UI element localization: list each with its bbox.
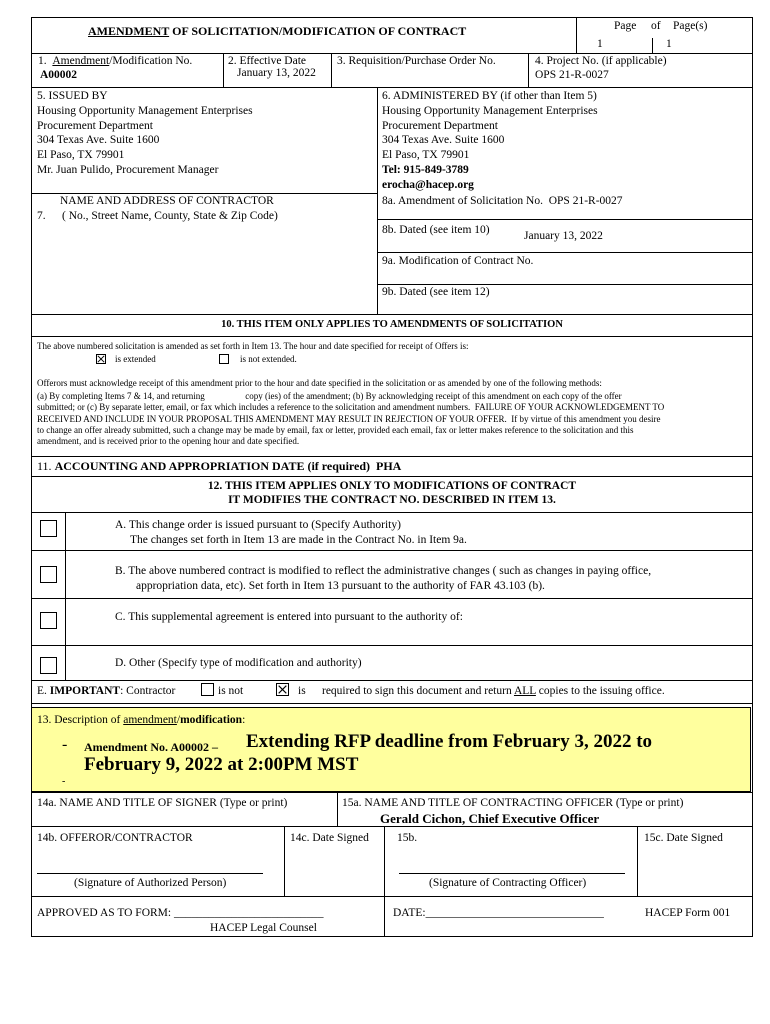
officer-name-label: 15a. NAME AND TITLE OF CONTRACTING OFFICER (Type or print) — [342, 797, 684, 809]
item12-heading-1: 12. THIS ITEM APPLIES ONLY TO MODIFICATIONS OF CONTRACT — [207, 480, 577, 492]
item13-dash: - — [62, 736, 68, 753]
officer-signature-line[interactable] — [399, 873, 625, 874]
authorized-signature-line[interactable] — [37, 873, 263, 874]
f15b-label: 15b. — [397, 832, 418, 844]
item11-accounting: 11. ACCOUNTING AND APPROPRIATION DATE (if required) PHA — [37, 459, 402, 473]
item10-intro: The above numbered solicitation is amended as set forth in Item 13. The hour and date specified for receipt of Offers is: — [37, 341, 469, 351]
administered-by-line: 304 Texas Ave. Suite 1600 — [382, 134, 505, 147]
page-label: Page — [614, 20, 637, 32]
issued-by-line: 304 Texas Ave. Suite 1600 — [37, 134, 160, 147]
requisition-label: 3. Requisition/Purchase Order No. — [337, 55, 496, 67]
dated-9b-label: 9b. Dated (see item 12) — [382, 286, 490, 298]
issued-by-line: Procurement Department — [37, 119, 153, 132]
administered-by-line: 6. ADMINISTERED BY (if other than Item 5) — [382, 90, 597, 102]
issued-by-line: Mr. Juan Pulido, Procurement Manager — [37, 163, 219, 176]
not-extended-checkbox[interactable] — [219, 354, 229, 364]
of-label: of — [651, 20, 661, 32]
legal-counsel-caption: HACEP Legal Counsel — [210, 922, 317, 934]
form-title: AMENDMENT OF SOLICITATION/MODIFICATION OF CONTRACT — [88, 24, 467, 38]
extended-checkbox[interactable] — [96, 354, 106, 364]
option-a-checkbox[interactable] — [40, 520, 57, 537]
item13-dash-2: - — [62, 776, 66, 787]
item10-heading: 10. THIS ITEM ONLY APPLIES TO AMENDMENTS OF SOLICITATION — [221, 319, 563, 330]
administered-by-line: El Paso, TX 79901 — [382, 149, 470, 162]
issued-by-line: El Paso, TX 79901 — [37, 149, 125, 162]
item13-label: 13. Description of amendment/modification: — [37, 714, 246, 726]
dated-8b-label: 8b. Dated (see item 10) — [382, 224, 490, 236]
date-field: DATE:_______________________________ — [393, 907, 604, 919]
option-d-text: D. Other (Specify type of modification and authority) — [115, 657, 362, 669]
issued-by-line: 5. ISSUED BY — [37, 90, 108, 102]
option-b-line1: B. The above numbered contract is modified to reflect the administrative changes ( such as changes in paying office, — [115, 565, 652, 577]
administered-by-email: erocha@hacep.org — [382, 178, 474, 191]
effective-date-value: January 13, 2022 — [237, 67, 316, 79]
date-signed-15c-label: 15c. Date Signed — [644, 832, 723, 844]
extended-label: is extended — [115, 354, 156, 364]
page-count: 1 — [666, 38, 672, 50]
option-d-checkbox[interactable] — [40, 657, 57, 674]
contractor-title: NAME AND ADDRESS OF CONTRACTOR — [60, 195, 274, 207]
item10-para-line: submitted; or (c) By separate letter, email, or fax which includes a reference to the solicitation and amendment numbers. FAILURE OF YOUR ACKNOWLEDGEMENT TO — [37, 402, 665, 413]
administered-by-line: Procurement Department — [382, 119, 498, 132]
signature-authorized-caption: (Signature of Authorized Person) — [74, 877, 227, 889]
item13-description-line1: Extending RFP deadline from February 3, 2022 to — [246, 731, 653, 752]
item12-heading-2: IT MODIFIES THE CONTRACT NO. DESCRIBED IN ITEM 13. — [228, 494, 556, 506]
is-not-checkbox[interactable] — [201, 683, 214, 696]
option-b-checkbox[interactable] — [40, 566, 57, 583]
date-signed-14c-label: 14c. Date Signed — [290, 832, 369, 844]
administered-by-tel: Tel: 915-849-3789 — [382, 163, 469, 176]
option-b-line2: appropriation data, etc). Set forth in Item 13 pursuant to the authority of FAR 43.103 (b). — [136, 580, 545, 592]
is-checkbox[interactable] — [276, 683, 289, 696]
solicitation-amendment-label: 8a. Amendment of Solicitation No. OPS 21-R-0027 — [382, 195, 623, 207]
amendment-no-label: 1. Amendment/Modification No. — [38, 55, 193, 67]
ack-line: Offerors must acknowledge receipt of this amendment prior to the hour and date specified in the solicitation or as amended by one of the following methods: — [37, 378, 602, 388]
is-label: is — [298, 685, 306, 697]
issued-by-block — [37, 90, 253, 178]
signature-officer-caption: (Signature of Contracting Officer) — [429, 877, 587, 889]
project-no-label: 4. Project No. (if applicable) — [535, 55, 667, 67]
item13-description-line2: February 9, 2022 at 2:00PM MST — [84, 754, 359, 775]
contractor-num: 7. — [37, 210, 46, 222]
option-c-text: C. This supplemental agreement is entered into pursuant to the authority of: — [115, 611, 463, 623]
amendment-no-value: A00002 — [40, 69, 78, 81]
form-number: HACEP Form 001 — [645, 907, 731, 919]
signer-name-label: 14a. NAME AND TITLE OF SIGNER (Type or print) — [37, 797, 288, 809]
not-extended-label: is not extended. — [240, 354, 297, 364]
item10-para-line: (a) By completing Items 7 & 14, and returning copy (ies) of the amendment; (b) By acknowledging receipt of this amendment on each copy of the offer — [37, 391, 622, 401]
page-number: 1 — [597, 38, 603, 50]
approved-as-to-form: APPROVED AS TO FORM: __________________________ — [37, 907, 324, 919]
option-a-line2: The changes set forth in Item 13 are made in the Contract No. in Item 9a. — [130, 534, 467, 546]
dated-8b-value: January 13, 2022 — [524, 230, 603, 242]
offeror-label: 14b. OFFEROR/CONTRACTOR — [37, 832, 193, 844]
effective-date-label: 2. Effective Date — [228, 55, 307, 67]
option-a-line1: A. This change order is issued pursuant to (Specify Authority) — [115, 519, 401, 531]
administered-by-block — [382, 90, 598, 193]
project-no-value: OPS 21-R-0027 — [535, 69, 609, 81]
officer-name: Gerald Cichon, Chief Executive Officer — [380, 811, 600, 826]
issued-by-line: Housing Opportunity Management Enterprises — [37, 104, 253, 117]
item10-para-line: RECEIVED AND INCLUDE IN YOUR PROPOSAL THIS AMENDMENT MAY RESULT IN REJECTION OF YOUR OFFER. If by virtue of this amendment you desire — [37, 413, 661, 424]
important-rest: required to sign this document and return ALL copies to the issuing office. — [322, 685, 665, 697]
item10-paragraph — [37, 391, 664, 447]
important-prefix: E. IMPORTANT: Contractor — [37, 685, 176, 697]
option-c-checkbox[interactable] — [40, 612, 57, 629]
item10-para-line: to change an offer already submitted, such a change may be made by email, fax or letter, provided each email, fax or letter makes reference to the solicitation and this — [37, 424, 634, 435]
is-not-label: is not — [218, 685, 244, 697]
contractor-sub: ( No., Street Name, County, State & Zip Code) — [62, 210, 278, 222]
pages-label: Page(s) — [673, 20, 708, 32]
item13-prefix: Amendment No. A00002 – — [84, 740, 218, 754]
administered-by-line: Housing Opportunity Management Enterprises — [382, 104, 598, 117]
item10-para-line: amendment, and is received prior to the opening hour and date specified. — [37, 436, 300, 446]
modification-contract-label: 9a. Modification of Contract No. — [382, 255, 534, 267]
